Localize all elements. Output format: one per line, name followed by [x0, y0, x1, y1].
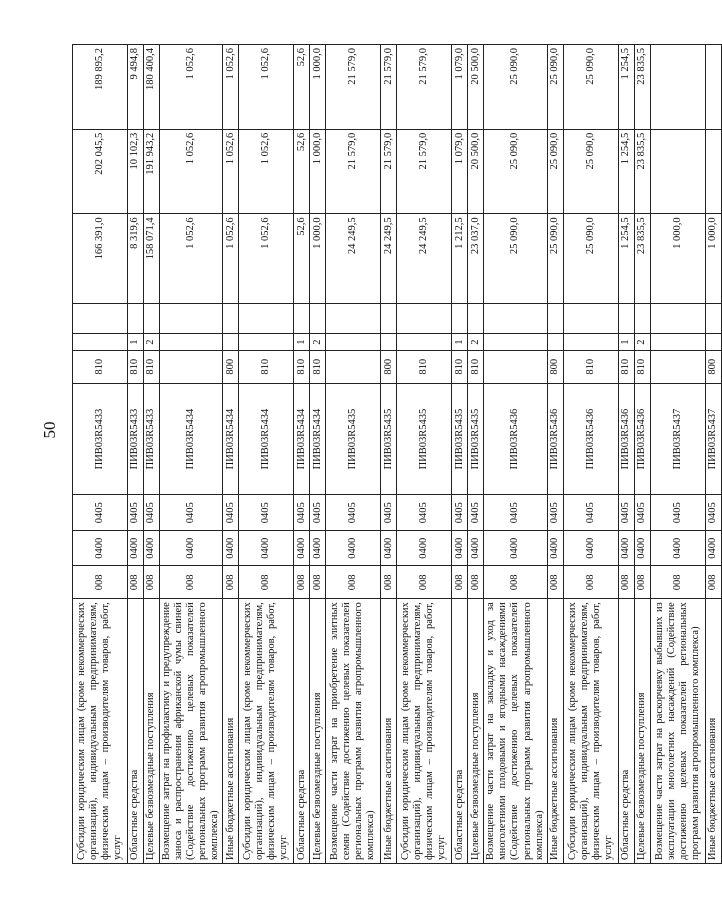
- value-year-2-cell: 21 579,0: [381, 129, 397, 214]
- ministry-code-cell: 008: [128, 566, 144, 599]
- section-code-cell: 0400: [326, 530, 381, 565]
- source-code-cell: [223, 334, 239, 350]
- value-year-1-cell: 23 835,5: [634, 214, 650, 304]
- section-code-cell: 0400: [381, 530, 397, 565]
- value-year-3-cell: 21 579,0: [326, 45, 381, 130]
- value-year-3-cell: [650, 45, 705, 130]
- value-year-1-cell: 24 249,5: [397, 214, 452, 304]
- subsection-code-cell: 0405: [484, 495, 547, 530]
- table-row: [705, 45, 721, 864]
- value-year-2-cell: 1 052,6: [239, 129, 294, 214]
- empty-cell: [705, 304, 721, 334]
- expense-type-cell: 810: [310, 350, 326, 383]
- target-article-cell: ПИВ03R5435: [468, 383, 484, 495]
- value-year-1-cell: 158 071,4: [144, 214, 160, 304]
- value-year-3-cell: 25 090,0: [547, 45, 563, 130]
- source-code-cell: [705, 334, 721, 350]
- ministry-code-cell: 008: [73, 566, 128, 599]
- table-row: [634, 45, 650, 864]
- ministry-code-cell: 008: [223, 566, 239, 599]
- value-year-3-cell: 25 090,0: [484, 45, 547, 130]
- value-year-2-cell: 23 835,5: [634, 129, 650, 214]
- empty-cell: [634, 304, 650, 334]
- value-year-3-cell: 1 052,6: [160, 45, 223, 130]
- value-year-1-cell: 52,6: [294, 214, 310, 304]
- ministry-code-cell: 008: [618, 566, 634, 599]
- table-row: [563, 45, 618, 864]
- value-year-1-cell: 1 000,0: [705, 214, 721, 304]
- section-code-cell: 0400: [223, 530, 239, 565]
- row-name-cell: Целевые безвозмездные поступления: [144, 599, 160, 864]
- value-year-3-cell: 9 494,8: [128, 45, 144, 130]
- row-name-cell: Целевые безвозмездные поступления: [468, 599, 484, 864]
- target-article-cell: ПИВ03R5433: [73, 383, 128, 495]
- value-year-1-cell: 1 000,0: [650, 214, 705, 304]
- target-article-cell: ПИВ03R5435: [326, 383, 381, 495]
- source-code-cell: 1: [452, 334, 468, 350]
- value-year-2-cell: 25 090,0: [547, 129, 563, 214]
- row-name-cell: Областные средства: [618, 599, 634, 864]
- expense-type-cell: [326, 350, 381, 383]
- value-year-1-cell: 1 254,5: [618, 214, 634, 304]
- source-code-cell: [73, 334, 128, 350]
- subsection-code-cell: 0405: [223, 495, 239, 530]
- table-row: [650, 45, 705, 864]
- value-year-2-cell: 191 943,2: [144, 129, 160, 214]
- ministry-code-cell: 008: [310, 566, 326, 599]
- empty-cell: [294, 304, 310, 334]
- value-year-1-cell: 23 037,0: [468, 214, 484, 304]
- value-year-2-cell: 1 052,6: [223, 129, 239, 214]
- target-article-cell: ПИВ03R5436: [634, 383, 650, 495]
- section-code-cell: 0400: [397, 530, 452, 565]
- section-code-cell: 0400: [144, 530, 160, 565]
- empty-cell: [484, 304, 547, 334]
- value-year-2-cell: 25 090,0: [563, 129, 618, 214]
- expense-type-cell: 800: [547, 350, 563, 383]
- subsection-code-cell: 0405: [73, 495, 128, 530]
- value-year-1-cell: 24 249,5: [326, 214, 381, 304]
- expense-type-cell: [484, 350, 547, 383]
- target-article-cell: ПИВ03R5434: [310, 383, 326, 495]
- row-name-cell: Целевые безвозмездные поступления: [634, 599, 650, 864]
- value-year-2-cell: 52,6: [294, 129, 310, 214]
- ministry-code-cell: 008: [239, 566, 294, 599]
- value-year-3-cell: 20 500,0: [468, 45, 484, 130]
- target-article-cell: ПИВ03R5434: [239, 383, 294, 495]
- target-article-cell: ПИВ03R5433: [144, 383, 160, 495]
- value-year-3-cell: 25 090,0: [563, 45, 618, 130]
- value-year-1-cell: 24 249,5: [381, 214, 397, 304]
- value-year-2-cell: 21 579,0: [326, 129, 381, 214]
- expense-type-cell: [650, 350, 705, 383]
- empty-cell: [563, 304, 618, 334]
- source-code-cell: [547, 334, 563, 350]
- ministry-code-cell: 008: [547, 566, 563, 599]
- section-code-cell: 0400: [239, 530, 294, 565]
- table-row: [239, 45, 294, 864]
- target-article-cell: ПИВ03R5436: [563, 383, 618, 495]
- subsection-code-cell: 0405: [239, 495, 294, 530]
- source-code-cell: [381, 334, 397, 350]
- empty-cell: [397, 304, 452, 334]
- row-name-cell: Иные бюджетные ассигнования: [547, 599, 563, 864]
- empty-cell: [160, 304, 223, 334]
- table-row: [452, 45, 468, 864]
- row-name-cell: Возмещение части затрат на приобретение элитных семян (Содействие достижению целевых показателей региональных программ развития агропромышленного комплекса): [326, 599, 381, 864]
- target-article-cell: ПИВ03R5437: [650, 383, 705, 495]
- subsection-code-cell: 0405: [294, 495, 310, 530]
- ministry-code-cell: 008: [468, 566, 484, 599]
- value-year-3-cell: 180 400,4: [144, 45, 160, 130]
- expense-type-cell: 810: [128, 350, 144, 383]
- value-year-2-cell: 21 579,0: [397, 129, 452, 214]
- value-year-3-cell: 21 579,0: [381, 45, 397, 130]
- empty-cell: [128, 304, 144, 334]
- empty-cell: [239, 304, 294, 334]
- target-article-cell: ПИВ03R5436: [547, 383, 563, 495]
- expense-type-cell: 800: [381, 350, 397, 383]
- ministry-code-cell: 008: [160, 566, 223, 599]
- subsection-code-cell: 0405: [618, 495, 634, 530]
- value-year-3-cell: 21 579,0: [397, 45, 452, 130]
- target-article-cell: ПИВ03R5433: [128, 383, 144, 495]
- section-code-cell: 0400: [310, 530, 326, 565]
- ministry-code-cell: 008: [484, 566, 547, 599]
- row-name-cell: Возмещение части затрат на закладку и уход за многолетними плодовыми и ягодными насаждениями (Содействие достижению целевых показателей региональных программ развития агропромышленного комплекса): [484, 599, 547, 864]
- subsection-code-cell: 0405: [650, 495, 705, 530]
- value-year-1-cell: 1 052,6: [160, 214, 223, 304]
- value-year-1-cell: 1 052,6: [239, 214, 294, 304]
- empty-cell: [618, 304, 634, 334]
- subsection-code-cell: 0405: [634, 495, 650, 530]
- value-year-3-cell: 23 835,5: [634, 45, 650, 130]
- value-year-2-cell: [650, 129, 705, 214]
- expense-type-cell: 810: [397, 350, 452, 383]
- table-row: [223, 45, 239, 864]
- source-code-cell: 2: [310, 334, 326, 350]
- table-row: [73, 45, 128, 864]
- value-year-3-cell: 1 052,6: [239, 45, 294, 130]
- source-code-cell: 1: [128, 334, 144, 350]
- value-year-2-cell: 25 090,0: [484, 129, 547, 214]
- ministry-code-cell: 008: [634, 566, 650, 599]
- page-number: 50: [40, 421, 59, 439]
- section-code-cell: 0400: [563, 530, 618, 565]
- section-code-cell: 0400: [547, 530, 563, 565]
- empty-cell: [381, 304, 397, 334]
- row-name-cell: Целевые безвозмездные поступления: [310, 599, 326, 864]
- section-code-cell: 0400: [468, 530, 484, 565]
- subsection-code-cell: 0405: [128, 495, 144, 530]
- value-year-2-cell: 202 045,5: [73, 129, 128, 214]
- section-code-cell: 0400: [160, 530, 223, 565]
- value-year-3-cell: 52,6: [294, 45, 310, 130]
- subsection-code-cell: 0405: [397, 495, 452, 530]
- row-name-cell: Иные бюджетные ассигнования: [223, 599, 239, 864]
- row-name-cell: Субсидии юридическим лицам (кроме некоммерческих организаций), индивидуальным предпринимателям, физическим лицам – производителям товаров, работ, услуг: [73, 599, 128, 864]
- value-year-1-cell: 25 090,0: [484, 214, 547, 304]
- source-code-cell: [650, 334, 705, 350]
- table-row: [547, 45, 563, 864]
- ministry-code-cell: 008: [326, 566, 381, 599]
- expense-type-cell: 810: [73, 350, 128, 383]
- section-code-cell: 0400: [618, 530, 634, 565]
- target-article-cell: ПИВ03R5434: [160, 383, 223, 495]
- table-row: [160, 45, 223, 864]
- value-year-2-cell: 20 500,0: [468, 129, 484, 214]
- budget-table-body: [73, 45, 722, 864]
- value-year-2-cell: 1 254,5: [618, 129, 634, 214]
- row-name-cell: Возмещение затрат на профилактику и предупреждение заноса и распространения африканской чумы свиней (Содействие достижению целевых показателей региональных программ развития агропромышленного комплекса): [160, 599, 223, 864]
- section-code-cell: 0400: [634, 530, 650, 565]
- value-year-2-cell: 1 000,0: [310, 129, 326, 214]
- value-year-3-cell: 1 000,0: [310, 45, 326, 130]
- section-code-cell: 0400: [294, 530, 310, 565]
- ministry-code-cell: 008: [452, 566, 468, 599]
- source-code-cell: [239, 334, 294, 350]
- subsection-code-cell: 0405: [326, 495, 381, 530]
- row-name-cell: Областные средства: [294, 599, 310, 864]
- table-row: [128, 45, 144, 864]
- value-year-3-cell: 189 895,2: [73, 45, 128, 130]
- ministry-code-cell: 008: [144, 566, 160, 599]
- expense-type-cell: 810: [468, 350, 484, 383]
- row-name-cell: Областные средства: [452, 599, 468, 864]
- expense-type-cell: 810: [618, 350, 634, 383]
- expense-type-cell: 810: [634, 350, 650, 383]
- page-number-container: [40, 412, 60, 452]
- row-name-cell: Иные бюджетные ассигнования: [381, 599, 397, 864]
- empty-cell: [547, 304, 563, 334]
- subsection-code-cell: 0405: [705, 495, 721, 530]
- value-year-3-cell: 1 254,5: [618, 45, 634, 130]
- value-year-2-cell: 1 079,0: [452, 129, 468, 214]
- expense-type-cell: [160, 350, 223, 383]
- source-code-cell: [397, 334, 452, 350]
- target-article-cell: ПИВ03R5437: [705, 383, 721, 495]
- section-code-cell: 0400: [73, 530, 128, 565]
- source-code-cell: [484, 334, 547, 350]
- source-code-cell: 1: [618, 334, 634, 350]
- expense-type-cell: 810: [144, 350, 160, 383]
- value-year-1-cell: 8 319,6: [128, 214, 144, 304]
- table-row: [294, 45, 310, 864]
- expense-type-cell: 810: [294, 350, 310, 383]
- table-row: [310, 45, 326, 864]
- source-code-cell: [160, 334, 223, 350]
- table-row: [397, 45, 452, 864]
- empty-cell: [223, 304, 239, 334]
- empty-cell: [468, 304, 484, 334]
- source-code-cell: [563, 334, 618, 350]
- row-name-cell: Иные бюджетные ассигнования: [705, 599, 721, 864]
- value-year-2-cell: 10 102,3: [128, 129, 144, 214]
- row-name-cell: Субсидии юридическим лицам (кроме некоммерческих организаций), индивидуальным предпринимателям, физическим лицам – производителям товаров, работ, услуг: [239, 599, 294, 864]
- section-code-cell: 0400: [128, 530, 144, 565]
- table-row: [484, 45, 547, 864]
- target-article-cell: ПИВ03R5434: [223, 383, 239, 495]
- expense-type-cell: 800: [705, 350, 721, 383]
- table-row: [468, 45, 484, 864]
- ministry-code-cell: 008: [705, 566, 721, 599]
- empty-cell: [650, 304, 705, 334]
- target-article-cell: ПИВ03R5434: [294, 383, 310, 495]
- target-article-cell: ПИВ03R5436: [484, 383, 547, 495]
- target-article-cell: ПИВ03R5436: [618, 383, 634, 495]
- section-code-cell: 0400: [705, 530, 721, 565]
- expense-type-cell: 800: [223, 350, 239, 383]
- source-code-cell: 2: [144, 334, 160, 350]
- expense-type-cell: 810: [563, 350, 618, 383]
- subsection-code-cell: 0405: [310, 495, 326, 530]
- budget-table: [72, 44, 722, 864]
- empty-cell: [73, 304, 128, 334]
- source-code-cell: 2: [634, 334, 650, 350]
- empty-cell: [452, 304, 468, 334]
- row-name-cell: Областные средства: [128, 599, 144, 864]
- value-year-3-cell: 1 079,0: [452, 45, 468, 130]
- section-code-cell: 0400: [650, 530, 705, 565]
- subsection-code-cell: 0405: [144, 495, 160, 530]
- subsection-code-cell: 0405: [468, 495, 484, 530]
- subsection-code-cell: 0405: [160, 495, 223, 530]
- subsection-code-cell: 0405: [381, 495, 397, 530]
- table-row: [381, 45, 397, 864]
- ministry-code-cell: 008: [381, 566, 397, 599]
- ministry-code-cell: 008: [650, 566, 705, 599]
- ministry-code-cell: 008: [397, 566, 452, 599]
- value-year-2-cell: 1 052,6: [160, 129, 223, 214]
- value-year-1-cell: 1 212,5: [452, 214, 468, 304]
- section-code-cell: 0400: [484, 530, 547, 565]
- ministry-code-cell: 008: [294, 566, 310, 599]
- value-year-3-cell: [705, 45, 721, 130]
- value-year-1-cell: 166 391,0: [73, 214, 128, 304]
- ministry-code-cell: 008: [563, 566, 618, 599]
- value-year-1-cell: 1 000,0: [310, 214, 326, 304]
- source-code-cell: 1: [294, 334, 310, 350]
- source-code-cell: [326, 334, 381, 350]
- subsection-code-cell: 0405: [563, 495, 618, 530]
- row-name-cell: Субсидии юридическим лицам (кроме некоммерческих организаций), индивидуальным предпринимателям, физическим лицам – производителям товаров, работ, услуг: [563, 599, 618, 864]
- table-row: [326, 45, 381, 864]
- value-year-1-cell: 1 052,6: [223, 214, 239, 304]
- empty-cell: [326, 304, 381, 334]
- target-article-cell: ПИВ03R5435: [397, 383, 452, 495]
- source-code-cell: 2: [468, 334, 484, 350]
- empty-cell: [310, 304, 326, 334]
- row-name-cell: Субсидии юридическим лицам (кроме некоммерческих организаций), индивидуальным предпринимателям, физическим лицам – производителям товаров, работ, услуг: [397, 599, 452, 864]
- row-name-cell: Возмещение части затрат на раскорчевку выбывших из эксплуатации многолетних насаждений (Содействие достижению целевых показателей региональных программ развития агропромышленного комплекса): [650, 599, 705, 864]
- table-row: [144, 45, 160, 864]
- empty-cell: [144, 304, 160, 334]
- budget-table-rotated: [72, 44, 722, 864]
- expense-type-cell: 810: [239, 350, 294, 383]
- value-year-1-cell: 25 090,0: [563, 214, 618, 304]
- value-year-2-cell: [705, 129, 721, 214]
- section-code-cell: 0400: [452, 530, 468, 565]
- target-article-cell: ПИВ03R5435: [452, 383, 468, 495]
- subsection-code-cell: 0405: [452, 495, 468, 530]
- table-row: [618, 45, 634, 864]
- subsection-code-cell: 0405: [547, 495, 563, 530]
- target-article-cell: ПИВ03R5435: [381, 383, 397, 495]
- expense-type-cell: 810: [452, 350, 468, 383]
- value-year-1-cell: 25 090,0: [547, 214, 563, 304]
- value-year-3-cell: 1 052,6: [223, 45, 239, 130]
